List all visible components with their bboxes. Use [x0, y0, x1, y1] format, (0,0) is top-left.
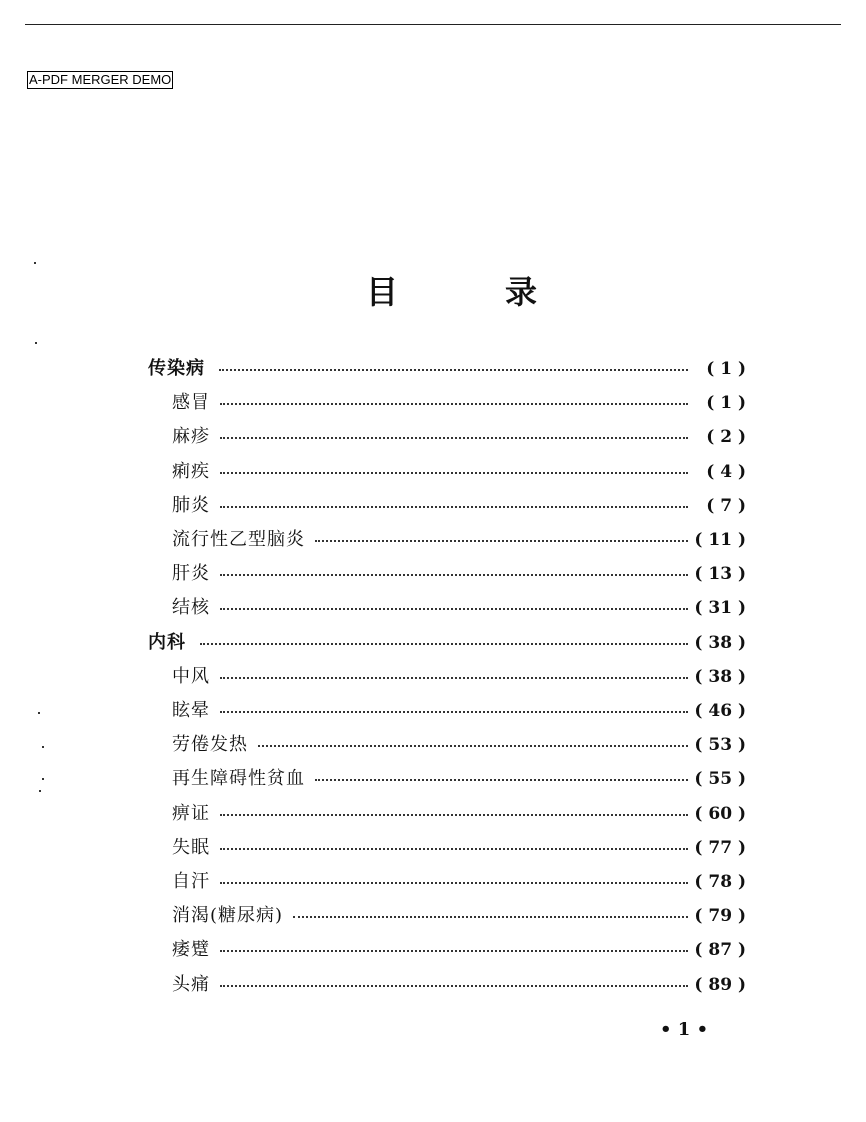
- toc-page-number: ( 1 ): [706, 359, 746, 379]
- toc-page-number: ( 11 ): [694, 530, 746, 550]
- toc-entry-label: 自汗: [172, 871, 210, 892]
- toc-page-number: ( 38 ): [694, 632, 746, 653]
- title-char-1: 目: [366, 273, 399, 311]
- scan-speck: [42, 778, 44, 780]
- toc-leader-dots: [315, 540, 688, 542]
- toc-entry-label: 感冒: [172, 392, 210, 414]
- toc-page-number: ( 78 ): [694, 872, 746, 892]
- toc-category-row: [0, 352, 866, 386]
- toc-leader-dots: [220, 814, 688, 816]
- toc-entry-row: [0, 933, 866, 967]
- scan-speck: [42, 746, 44, 748]
- toc-page-number: ( 89 ): [694, 974, 746, 995]
- toc-leader-dots: [220, 950, 688, 952]
- toc-entry-row: [0, 899, 866, 933]
- toc-entry-label: 内科: [148, 631, 186, 653]
- toc-entry-label: 痿躄: [172, 939, 210, 961]
- toc-entry-label: 痹证: [172, 802, 210, 824]
- toc-leader-dots: [220, 472, 688, 474]
- toc-page-number: ( 7 ): [706, 495, 746, 516]
- toc-leader-dots: [220, 608, 688, 610]
- toc-entry-label: 消渴(糖尿病): [172, 905, 284, 927]
- scan-speck: [35, 342, 37, 344]
- toc-leader-dots: [220, 711, 688, 713]
- toc-leader-dots: [220, 403, 688, 405]
- toc-entry-row: [0, 797, 866, 831]
- toc-entry-label: 传染病: [148, 358, 205, 379]
- toc-entry-label: 结核: [172, 597, 210, 619]
- toc-leader-dots: [258, 745, 688, 747]
- toc-entry-row: [0, 728, 866, 762]
- toc-entry-label: 肝炎: [172, 563, 210, 585]
- toc-page-number: ( 46 ): [694, 701, 746, 721]
- toc-entry-label: 肺炎: [172, 494, 210, 516]
- toc-page-number: ( 55 ): [694, 769, 746, 790]
- toc-entry-label: 流行性乙型脑炎: [172, 529, 305, 550]
- toc-entry-row: [0, 523, 866, 557]
- toc-entry-row: [0, 694, 866, 728]
- toc-page-number: ( 79 ): [694, 906, 746, 927]
- toc-leader-dots: [219, 369, 688, 371]
- toc-leader-dots: [220, 848, 688, 850]
- toc-page-number: ( 77 ): [694, 837, 746, 858]
- toc-leader-dots: [315, 779, 688, 781]
- watermark-label: A-PDF MERGER DEMO: [29, 72, 172, 87]
- toc-leader-dots: [220, 985, 688, 987]
- toc-entry-label: 眩晕: [172, 700, 210, 721]
- toc-page-number: ( 31 ): [694, 598, 746, 619]
- toc-entry-label: 中风: [172, 665, 210, 687]
- toc-leader-dots: [220, 437, 688, 439]
- page-folio: • 1 •: [660, 1019, 709, 1040]
- toc-entry-label: 麻疹: [172, 426, 210, 448]
- toc-leader-dots: [220, 574, 688, 576]
- toc-entry-row: [0, 865, 866, 899]
- top-rule: [25, 24, 841, 25]
- toc-page-number: ( 1 ): [706, 393, 746, 414]
- toc-entry-label: 头痛: [172, 973, 210, 995]
- toc-page-number: ( 4 ): [706, 461, 746, 482]
- toc-entry-row: [0, 455, 866, 489]
- toc-leader-dots: [220, 882, 688, 884]
- toc-entry-row: [0, 591, 866, 625]
- toc-page-number: ( 53 ): [694, 735, 746, 756]
- scan-speck: [34, 262, 36, 264]
- toc-page-number: ( 2 ): [706, 427, 746, 448]
- toc-entry-label: 失眠: [172, 836, 210, 858]
- toc-entry-row: [0, 831, 866, 865]
- toc-entry-row: [0, 557, 866, 591]
- toc-entry-row: [0, 420, 866, 454]
- toc-category-row: [0, 626, 866, 660]
- toc-entry-label: 痢疾: [172, 460, 210, 482]
- toc-leader-dots: [293, 916, 688, 918]
- title-char-2: 录: [505, 273, 538, 311]
- toc-page-number: ( 60 ): [694, 803, 746, 824]
- toc-entry-row: [0, 489, 866, 523]
- toc-entry-label: 劳倦发热: [172, 734, 248, 756]
- toc-page-number: ( 87 ): [694, 940, 746, 961]
- toc-leader-dots: [220, 506, 688, 508]
- toc-entry-row: [0, 968, 866, 1002]
- toc-entry-row: [0, 660, 866, 694]
- toc-entry-row: [0, 386, 866, 420]
- toc-leader-dots: [200, 643, 688, 645]
- toc-entry-label: 再生障碍性贫血: [172, 768, 305, 790]
- toc-page-number: ( 38 ): [694, 666, 746, 687]
- scan-speck: [39, 790, 41, 792]
- toc-entry-row: [0, 762, 866, 796]
- page-title: [0, 272, 866, 312]
- toc-leader-dots: [220, 677, 688, 679]
- scan-speck: [38, 712, 40, 714]
- toc-page-number: ( 13 ): [694, 564, 746, 585]
